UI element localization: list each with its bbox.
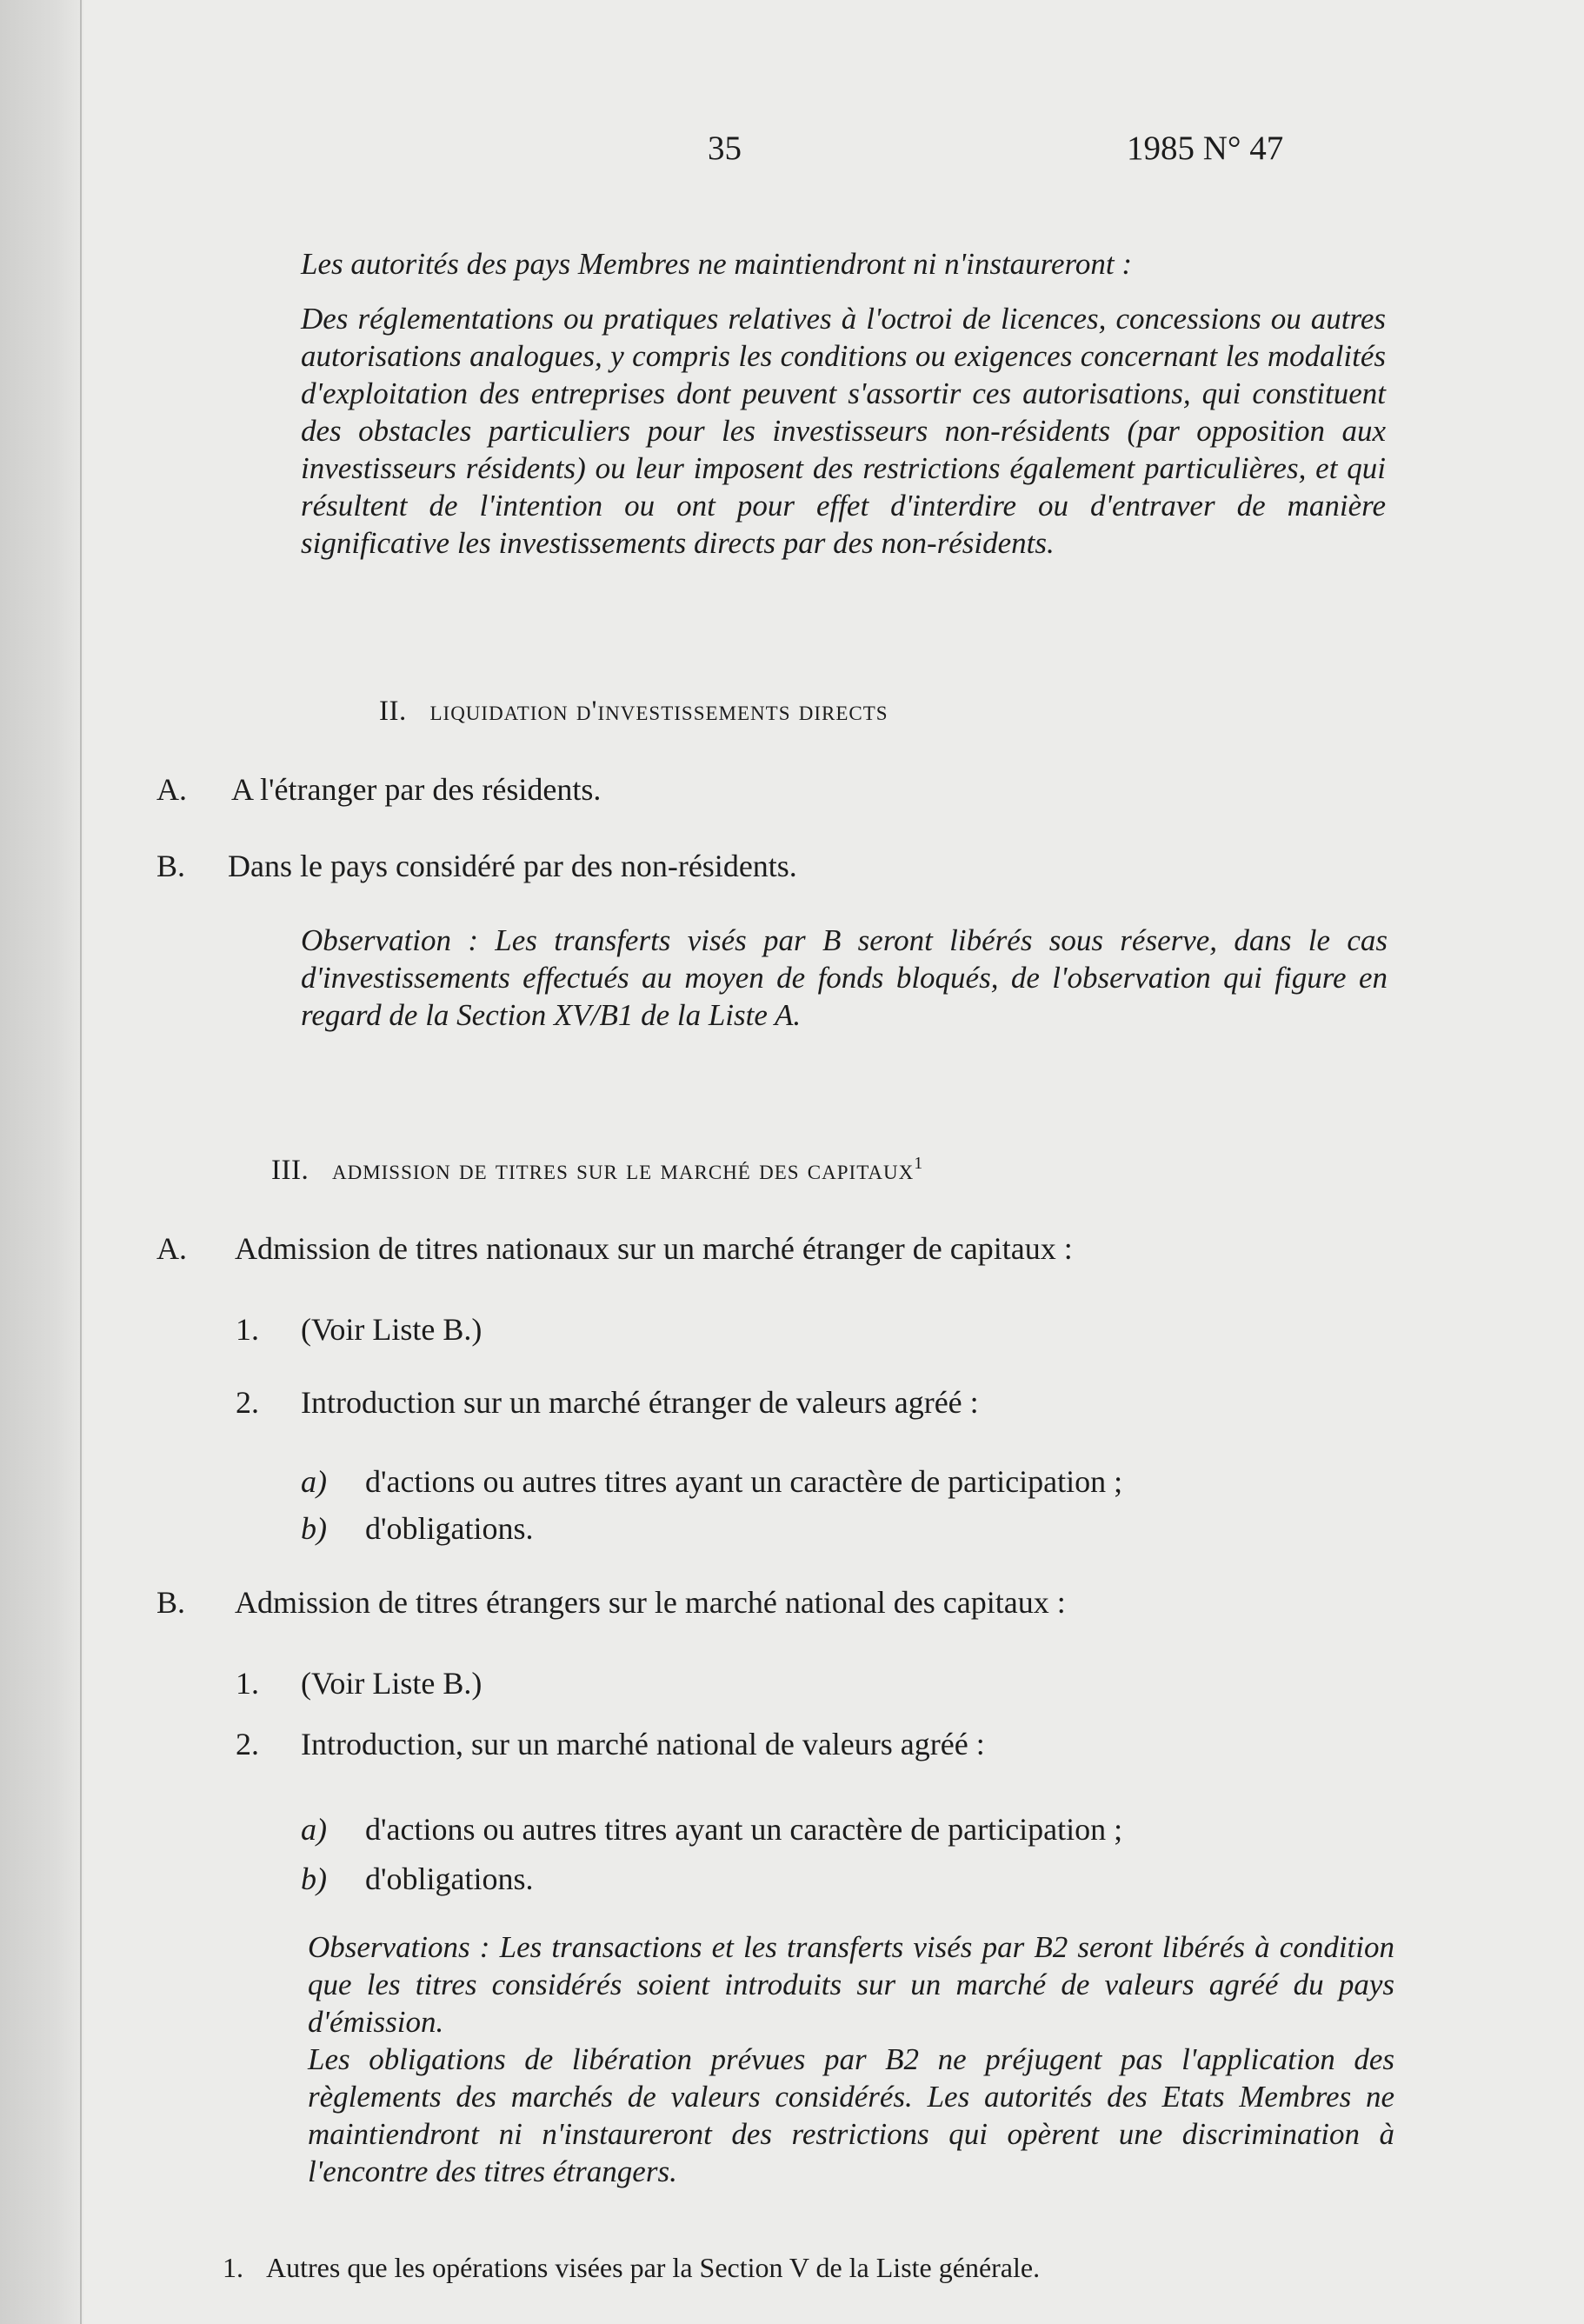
subitem-label: a) [301, 1812, 327, 1847]
footnote-number: 1. [223, 2252, 243, 2283]
item-number: 1. [236, 1666, 259, 1701]
item-text: (Voir Liste B.) [301, 1666, 483, 1701]
subitem-label: b) [301, 1511, 327, 1546]
subitem-text: d'actions ou autres titres ayant un caractère de participation ; [365, 1812, 1123, 1847]
item-label: A. [156, 772, 187, 807]
subitem-text: d'obligations. [365, 1861, 534, 1896]
subitem-label: a) [301, 1464, 327, 1499]
item-number: 2. [236, 1727, 259, 1761]
item-text: Introduction sur un marché étranger de valeurs agréé : [301, 1385, 979, 1420]
subitem-text: d'obligations. [365, 1511, 534, 1546]
observation-paragraph: Observations : Les transactions et les transferts visés par B2 seront libérés à condition que les titres considérés soient introduits sur un marché de valeurs agréé du pays d'émission. [308, 1930, 1394, 2039]
document-page [83, 0, 1584, 2324]
item-text: (Voir Liste B.) [301, 1312, 483, 1347]
observation-ii: Observation : Les transferts visés par B seront libérés sous réserve, dans le cas d'investissements effectués au moyen de fonds bloqués, de l'observation qui figure en regard de la Section XV/B1 de la Liste A. [301, 923, 1388, 1032]
section-title: liquidation d'investissements directs [429, 696, 889, 727]
section-numeral: III. [271, 1155, 309, 1186]
intro-lead: Les autorités des pays Membres ne maintiendront ni n'instaureront : [301, 247, 1132, 281]
footnote [223, 2252, 1040, 2284]
item-text: Admission de titres étrangers sur le marché national des capitaux : [235, 1585, 1066, 1620]
footnote-marker: 1 [914, 1154, 923, 1173]
item-number: 2. [236, 1385, 259, 1420]
item-text: A l'étranger par des résidents. [231, 772, 602, 807]
item-text: Admission de titres nationaux sur un marché étranger de capitaux : [235, 1231, 1073, 1266]
subitem-text: d'actions ou autres titres ayant un caractère de participation ; [365, 1464, 1123, 1499]
section-heading-iii [271, 1154, 923, 1187]
section-heading-ii [379, 696, 889, 728]
page-edge [0, 0, 82, 2324]
section-title: admission de titres sur le marché des capitaux [331, 1155, 915, 1186]
document-reference: 1985 N° 47 [1127, 130, 1284, 167]
item-label: B. [156, 1585, 186, 1620]
item-number: 1. [236, 1312, 259, 1347]
observation-paragraph: Les obligations de libération prévues par B2 ne préjugent pas l'application des règlements des marchés de valeurs considérés. Les autorités des Etats Membres ne maintiendront ni n'instaureront des restrictions qui opèrent une discrimination à l'encontre des titres étrangers. [308, 2042, 1394, 2188]
item-label: A. [156, 1231, 187, 1266]
item-text: Introduction, sur un marché national de valeurs agréé : [301, 1727, 985, 1761]
subitem-label: b) [301, 1861, 327, 1896]
item-text: Dans le pays considéré par des non-résidents. [228, 849, 797, 883]
page-number: 35 [708, 130, 742, 167]
observations-iii [308, 1928, 1394, 2190]
item-label: B. [156, 849, 186, 883]
intro-paragraph: Des réglementations ou pratiques relatives à l'octroi de licences, concessions ou autres autorisations analogues, y compris les conditions ou exigences concernant les modalités d'exploitation des entreprises dont peuvent s'assortir ces autorisations, qui constituent des obstacles particuliers pour les investisseurs non-résidents (par opposition aux investisseurs résidents) ou leur imposent des restrictions également particulières, et qui résultent de l'intention ou ont pour effet d'interdire ou d'entraver de manière significative les investissements directs par des non-résidents. [301, 302, 1386, 560]
section-numeral: II. [379, 696, 407, 727]
footnote-text: Autres que les opérations visées par la Section V de la Liste générale. [266, 2252, 1041, 2283]
